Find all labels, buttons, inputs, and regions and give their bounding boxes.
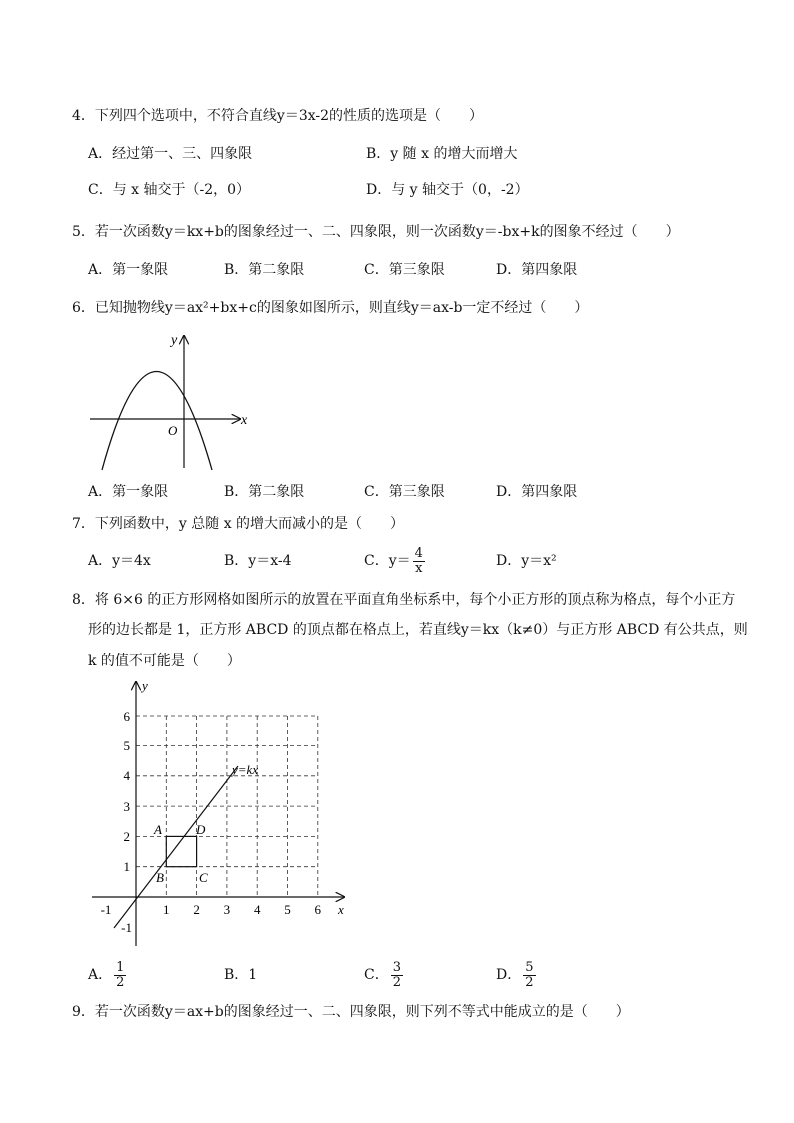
q7-option-c xyxy=(364,542,427,580)
q8-option-d-denominator: 2 xyxy=(525,974,534,990)
q8-y-tick: 6 xyxy=(123,709,130,724)
q8-option-c xyxy=(364,956,405,994)
q8-x-tick: 2 xyxy=(193,902,200,917)
q6-x-label: x xyxy=(241,413,248,428)
q8-stem-line3: k 的值不可能是（ ） xyxy=(88,653,241,669)
q8-x-tick: 3 xyxy=(223,902,231,917)
q7-option-c-numerator: 4 xyxy=(414,545,423,561)
q4-option-c: C．与 x 轴交于（-2，0） xyxy=(88,182,251,198)
q8-option-c-denominator: 2 xyxy=(392,974,401,990)
q9-stem: 9．若一次函数y＝ax+b的图象经过一、二、四象限，则下列不等式中能成立的是（ ） xyxy=(72,1004,630,1020)
q4-option-d: D．与 y 轴交于（0，-2） xyxy=(366,182,529,198)
q6-parabola-curve xyxy=(102,372,212,471)
q4-option-a: A．经过第一、三、四象限 xyxy=(88,146,253,162)
q7-option-c-prefix: C．y＝ xyxy=(364,553,411,569)
q8-y-tick: 3 xyxy=(123,799,130,814)
q8-x-tick: -1 xyxy=(100,902,112,917)
q8-option-a xyxy=(88,956,128,994)
q8-x-tick: 5 xyxy=(284,902,291,917)
q8-y-tick: 5 xyxy=(123,738,130,753)
q8-point-d-label: D xyxy=(196,822,206,837)
q8-x-tick: 6 xyxy=(314,902,322,917)
q7-option-c-denominator: x xyxy=(415,560,423,576)
q8-point-b-label: B xyxy=(156,870,164,885)
q7-stem: 7．下列函数中，y 总随 x 的增大而减小的是（ ） xyxy=(72,516,405,532)
q8-x-tick-labels xyxy=(101,902,322,917)
q8-y-tick: 1 xyxy=(123,859,130,874)
q8-line-label: y=kx xyxy=(232,762,259,777)
q8-y-label: y xyxy=(142,678,148,693)
q6-option-b: B．第二象限 xyxy=(224,484,305,500)
q5-option-c: C．第三象限 xyxy=(364,262,445,278)
q8-option-c-numerator: 3 xyxy=(392,959,401,975)
q8-point-a-label: A xyxy=(154,822,162,837)
q7-option-b: B．y＝x-4 xyxy=(224,553,292,569)
q8-option-d-numerator: 5 xyxy=(525,959,534,975)
q7-option-d: D．y＝x² xyxy=(496,553,557,569)
q6-option-a: A．第一象限 xyxy=(88,484,169,500)
q8-square-abcd xyxy=(166,836,196,866)
q7-option-c-fraction xyxy=(413,547,425,576)
q8-option-a-denominator: 2 xyxy=(116,974,125,990)
q8-x-label: x xyxy=(338,902,344,917)
q8-y-tick: 4 xyxy=(123,768,130,783)
q7-option-a: A．y＝4x xyxy=(88,553,151,569)
q8-option-c-fraction xyxy=(391,961,403,990)
q8-option-d-fraction xyxy=(523,961,535,990)
q5-option-d: D．第四象限 xyxy=(496,262,578,278)
q6-stem: 6．已知抛物线y＝ax²+bx+c的图象如图所示，则直线y＝ax-b一定不经过（ ） xyxy=(72,300,589,316)
q8-option-c-prefix: C． xyxy=(364,967,389,983)
q8-point-c-label: C xyxy=(199,870,208,885)
q8-option-d xyxy=(496,956,538,994)
q6-parabola-graph xyxy=(86,328,256,473)
q8-x-tick: 4 xyxy=(253,902,261,917)
q8-line-y-kx xyxy=(114,766,238,928)
q6-origin-label: O xyxy=(168,423,178,438)
q8-stem-line2: 形的边长都是 1，正方形 ABCD 的顶点都在格点上，若直线y＝kx（k≠0）与正方形 ABCD 有公共点，则 xyxy=(88,622,748,638)
q8-stem-line1: 8．将 6×6 的正方形网格如图所示的放置在平面直角坐标系中，每个小正方形的顶点称为格点，每个小正方 xyxy=(72,592,736,608)
q8-y-tick: -1 xyxy=(121,920,132,935)
q4-option-b: B．y 随 x 的增大而增大 xyxy=(366,146,518,162)
q5-option-a: A．第一象限 xyxy=(88,262,169,278)
q4-stem: 4．下列四个选项中，不符合直线y＝3x-2的性质的选项是（ ） xyxy=(72,108,484,124)
q5-stem: 5．若一次函数y＝kx+b的图象经过一、二、四象限，则一次函数y＝-bx+k的图象不经过（ ） xyxy=(72,224,680,240)
q8-option-d-prefix: D． xyxy=(496,967,522,983)
q6-option-d: D．第四象限 xyxy=(496,484,578,500)
q6-option-c: C．第三象限 xyxy=(364,484,445,500)
q8-x-tick: 1 xyxy=(163,902,170,917)
q8-y-tick-labels xyxy=(121,709,132,935)
q8-grid-graph xyxy=(90,676,362,952)
q5-option-b: B．第二象限 xyxy=(224,262,305,278)
q8-option-b: B．1 xyxy=(224,967,258,983)
q8-y-tick: 2 xyxy=(123,829,130,844)
q6-y-label: y xyxy=(171,333,178,348)
q8-option-a-prefix: A． xyxy=(88,967,113,983)
q8-option-a-fraction xyxy=(114,961,126,990)
q8-option-a-numerator: 1 xyxy=(116,959,125,975)
